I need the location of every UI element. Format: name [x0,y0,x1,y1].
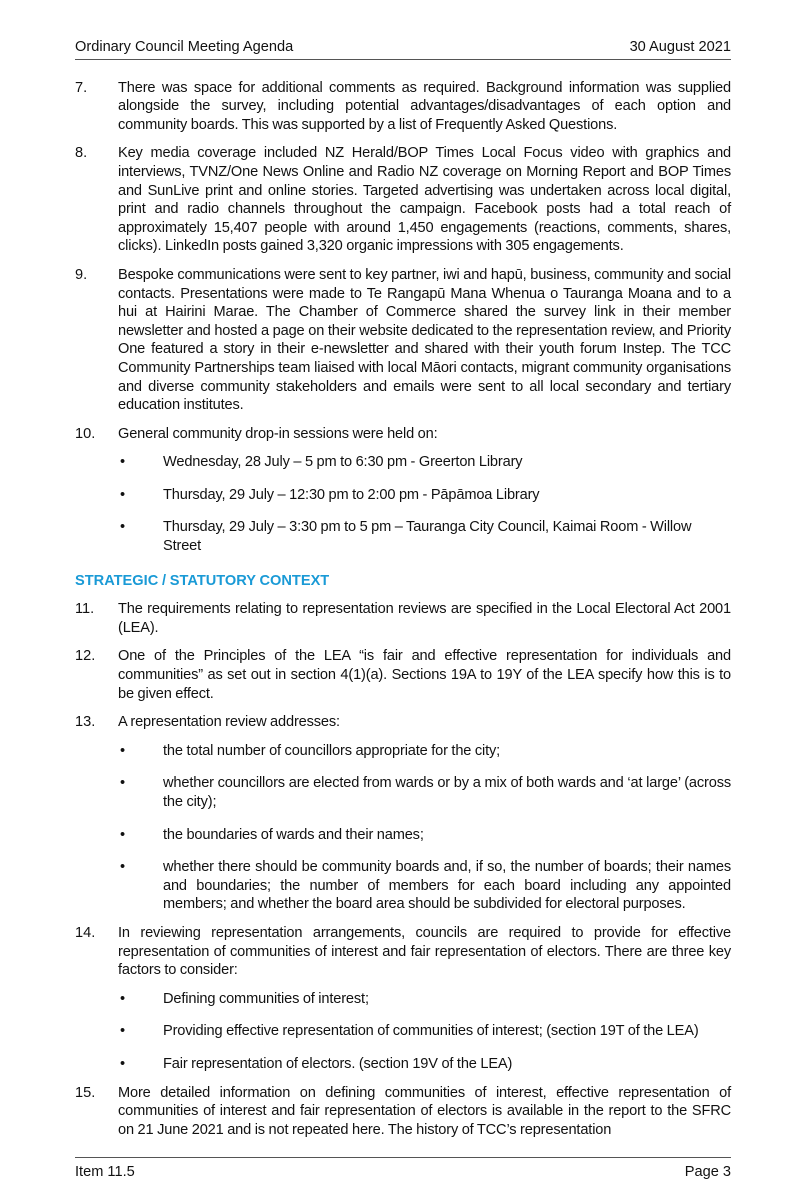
list-item-text: Fair representation of electors. (section 19V of the LEA) [163,1055,513,1072]
paragraph-text: One of the Principles of the LEA “is fair and effective representation for individuals and communities” as set out in section 4(1)(a). Sections 19A to 19Y of the LEA specify how this is to be given effect. [118,648,731,702]
list-item [118,1055,731,1074]
header-date: 30 August 2021 [629,39,731,55]
list-item [118,858,731,914]
paragraph-text: In reviewing representation arrangements, councils are required to provide for effective representation of communities of interest and fair representation of electors. There are three key factors to consider: [118,924,731,979]
list-item-text: Wednesday, 28 July – 5 pm to 6:30 pm - Greerton Library [163,454,523,471]
list-item [118,774,731,811]
footer-page-number: Page 3 [684,1164,731,1181]
list-item-text: Thursday, 29 July – 12:30 pm to 2:00 pm - Pāpāmoa Library [163,486,540,503]
paragraph-text: More detailed information on defining communities of interest, effective representation of communities of interest and fair representation of electors is available in the report to the SFRC on 21 June 2021 and is not repeated here. The history of TCC’s representation [118,1084,731,1138]
paragraph-number: 14. [75,924,96,941]
paragraph-text: There was space for additional comments as required. Background information was supplied alongside the survey, including potential advantages/disadvantages of each option and community boards. This was supported by a list of Frequently Asked Questions. [118,79,731,133]
paragraph-14 [75,924,731,980]
list-item [118,826,731,845]
paragraph-text: General community drop-in sessions were held on: [118,425,438,442]
list-item-text: Providing effective representation of communities of interest; (section 19T of the LEA) [163,1023,699,1040]
document-body [75,79,731,1150]
bullet-icon: • [120,990,125,1007]
section-heading: STRATEGIC / STATUTORY CONTEXT [75,572,330,589]
header-title: Ordinary Council Meeting Agenda [75,39,294,55]
bullet-icon: • [120,742,125,759]
list-item [118,990,731,1009]
list-item [118,1022,731,1041]
paragraph-9 [75,266,731,415]
paragraph-11 [75,600,731,637]
list-item-text: Thursday, 29 July – 3:30 pm to 5 pm – Tauranga City Council, Kaimai Room - Willow Street [163,519,692,555]
list-item-text: whether councillors are elected from wards or by a mix of both wards and ‘at large’ (across the city); [163,775,731,810]
list-item [118,486,731,505]
bullet-icon: • [120,1055,125,1072]
list-item [118,453,731,472]
list-item-text: the total number of councillors appropriate for the city; [163,742,501,759]
paragraph-10 [75,425,731,444]
page-header [75,38,731,60]
paragraph-text: The requirements relating to representation reviews are specified in the Local Electoral Act 2001 (LEA). [118,601,731,636]
bullet-icon: • [120,775,125,792]
paragraph-7 [75,79,731,135]
paragraph-12 [75,647,731,703]
factors-list [118,990,731,1074]
paragraph-text: Bespoke communications were sent to key partner, iwi and hapū, business, community and social contacts. Presentations were made to Te Rangapū Mana Whenua o Tauranga Moana and to a hui at Hairini Marae. The Chamber of Commerce shared the survey link in their member newsletter and hosted a page on their website dedicated to the representation review, and Priority One featured a story in their e-newsletter and shared with their youth forum Instep. The TCC Community Partnerships team liaised with local Māori contacts, migrant community organisations and diverse community stakeholders and emails were sent to all local secondary and tertiary education institutes. [118,266,731,414]
paragraph-text: A representation review addresses: [118,714,340,731]
paragraph-number: 13. [75,714,96,731]
bullet-icon: • [120,1023,125,1040]
bullet-icon: • [120,519,125,536]
review-items-list [118,742,731,914]
list-item-text: the boundaries of wards and their names; [163,826,424,843]
paragraph-15 [75,1084,731,1140]
paragraph-number: 11. [75,601,95,618]
list-item [118,742,731,761]
paragraph-number: 12. [75,648,96,665]
paragraph-8 [75,144,731,256]
page-footer [75,1157,731,1182]
bullet-icon: • [120,859,125,876]
footer-item: Item 11.5 [75,1164,135,1181]
list-item [118,518,731,555]
paragraph-number: 7. [75,79,88,96]
paragraph-13 [75,713,731,732]
paragraph-number: 15. [75,1084,96,1101]
paragraph-text: Key media coverage included NZ Herald/BOP Times Local Focus video with graphics and interviews, TVNZ/One News Online and Radio NZ coverage on Morning Report and BOP Times and SunLive print and online stories. Targeted advertising was undertaken across local digital, print and radio channels throughout the campaign. Facebook posts had a total reach of approximately 15,407 people with around 1,450 engagements (reactions, comments, shares, clicks). LinkedIn posts gained 3,320 organic impressions with 305 engagements. [118,145,731,255]
list-item-text: whether there should be community boards and, if so, the number of boards; their names and boundaries; the number of members for each board including any appointed members; and whether the board area should be subdivided for electoral purposes. [163,859,731,913]
paragraph-number: 10. [75,425,96,442]
bullet-icon: • [120,486,125,503]
list-item-text: Defining communities of interest; [163,990,369,1007]
sessions-list [118,453,731,555]
bullet-icon: • [120,454,125,471]
paragraph-number: 8. [75,145,88,162]
bullet-icon: • [120,826,125,843]
paragraph-number: 9. [75,266,88,283]
